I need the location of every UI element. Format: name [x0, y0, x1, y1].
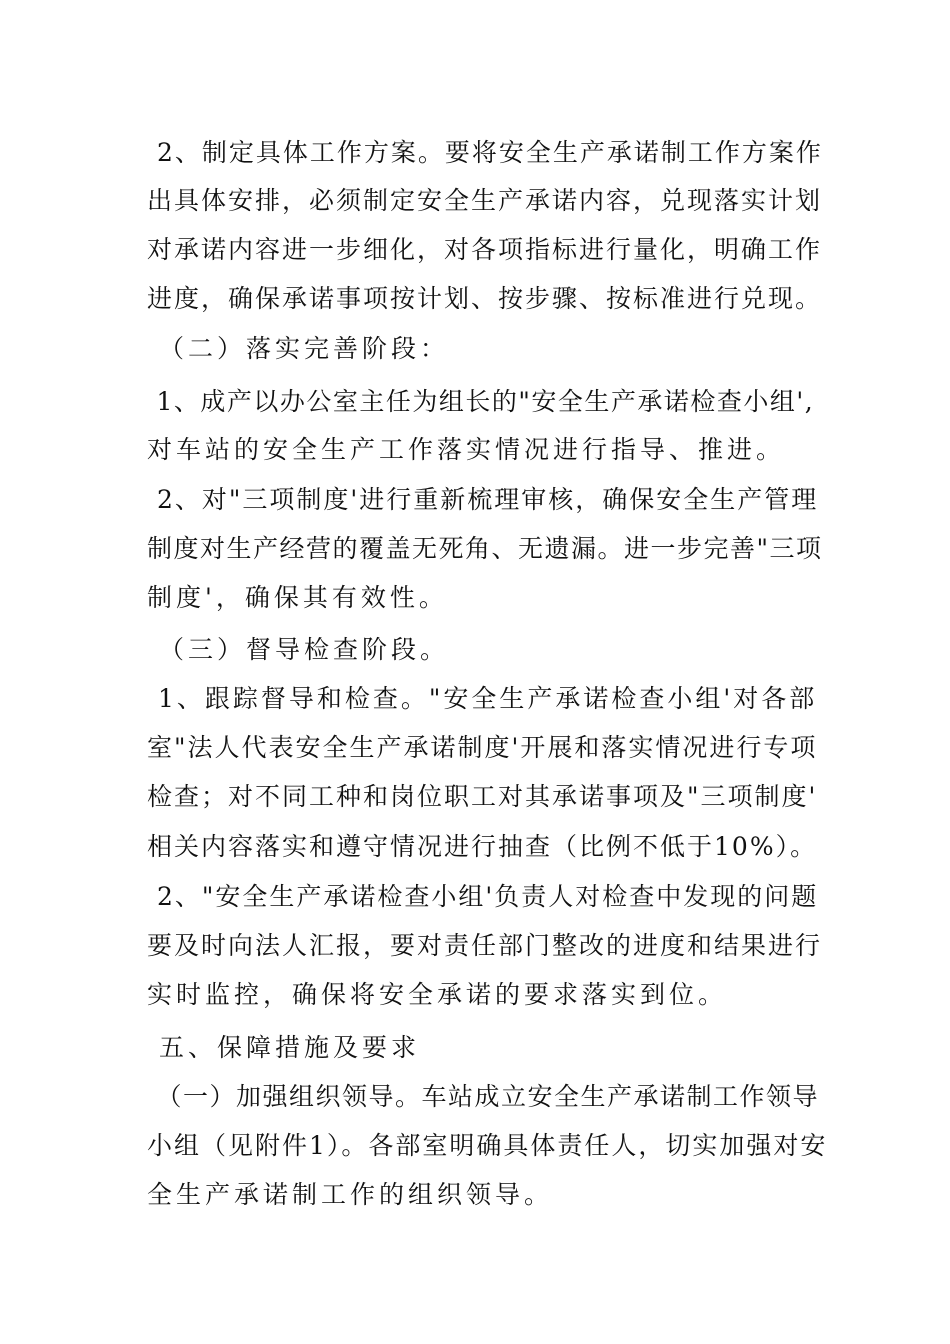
text-line-12: 1、跟踪督导和检查。"安全生产承诺检查小组'对各部 — [147, 684, 818, 713]
text-line-9: 制度对生产经营的覆盖无死角、无遗漏。进一步完善"三项 — [147, 534, 823, 563]
text-line-2: 出具体安排，必须制定安全生产承诺内容，兑现落实计划 — [147, 186, 823, 215]
text-line-20: （一）加强组织领导。车站成立安全生产承诺制工作领导 — [147, 1082, 819, 1111]
text-line-16: 2、"安全生产承诺检查小组'负责人对检查中发现的问题 — [147, 882, 819, 911]
text-line-1: 2、制定具体工作方案。要将安全生产承诺制工作方案作 — [147, 138, 823, 167]
text-line-3: 对承诺内容进一步细化，对各项指标进行量化，明确工作 — [147, 235, 823, 264]
text-line-4: 进度，确保承诺事项按计划、按步骤、按标准进行兑现。 — [147, 284, 823, 313]
text-line-10: 制度'，确保其有效性。 — [147, 583, 448, 612]
text-line-19: 五、保障措施及要求 — [147, 1033, 420, 1062]
text-line-7: 对车站的安全生产工作落实情况进行指导、推进。 — [147, 435, 786, 464]
text-line-6: 1、成产以办公室主任为组长的"安全生产承诺检查小组', — [147, 387, 815, 416]
text-line-21: 小组（见附件1）。各部室明确具体责任人，切实加强对安 — [147, 1131, 828, 1160]
text-line-14: 检查；对不同工种和岗位职工对其承诺事项及"三项制度' — [147, 782, 818, 811]
text-line-22: 全生产承诺制工作的组织领导。 — [147, 1180, 554, 1209]
text-line-18: 实时监控，确保将安全承诺的要求落实到位。 — [147, 980, 728, 1009]
text-line-15: 相关内容落实和遵守情况进行抽查（比例不低于10%）。 — [147, 832, 818, 861]
text-line-17: 要及时向法人汇报，要对责任部门整改的进度和结果进行 — [147, 931, 823, 960]
text-line-11: （三）督导检查阶段。 — [147, 635, 449, 664]
text-line-8: 2、对"三项制度'进行重新梳理审核，确保安全生产管理 — [147, 485, 819, 514]
text-line-13: 室"法人代表安全生产承诺制度'开展和落实情况进行专项 — [147, 733, 818, 762]
text-line-5: （二）落实完善阶段： — [147, 334, 449, 363]
